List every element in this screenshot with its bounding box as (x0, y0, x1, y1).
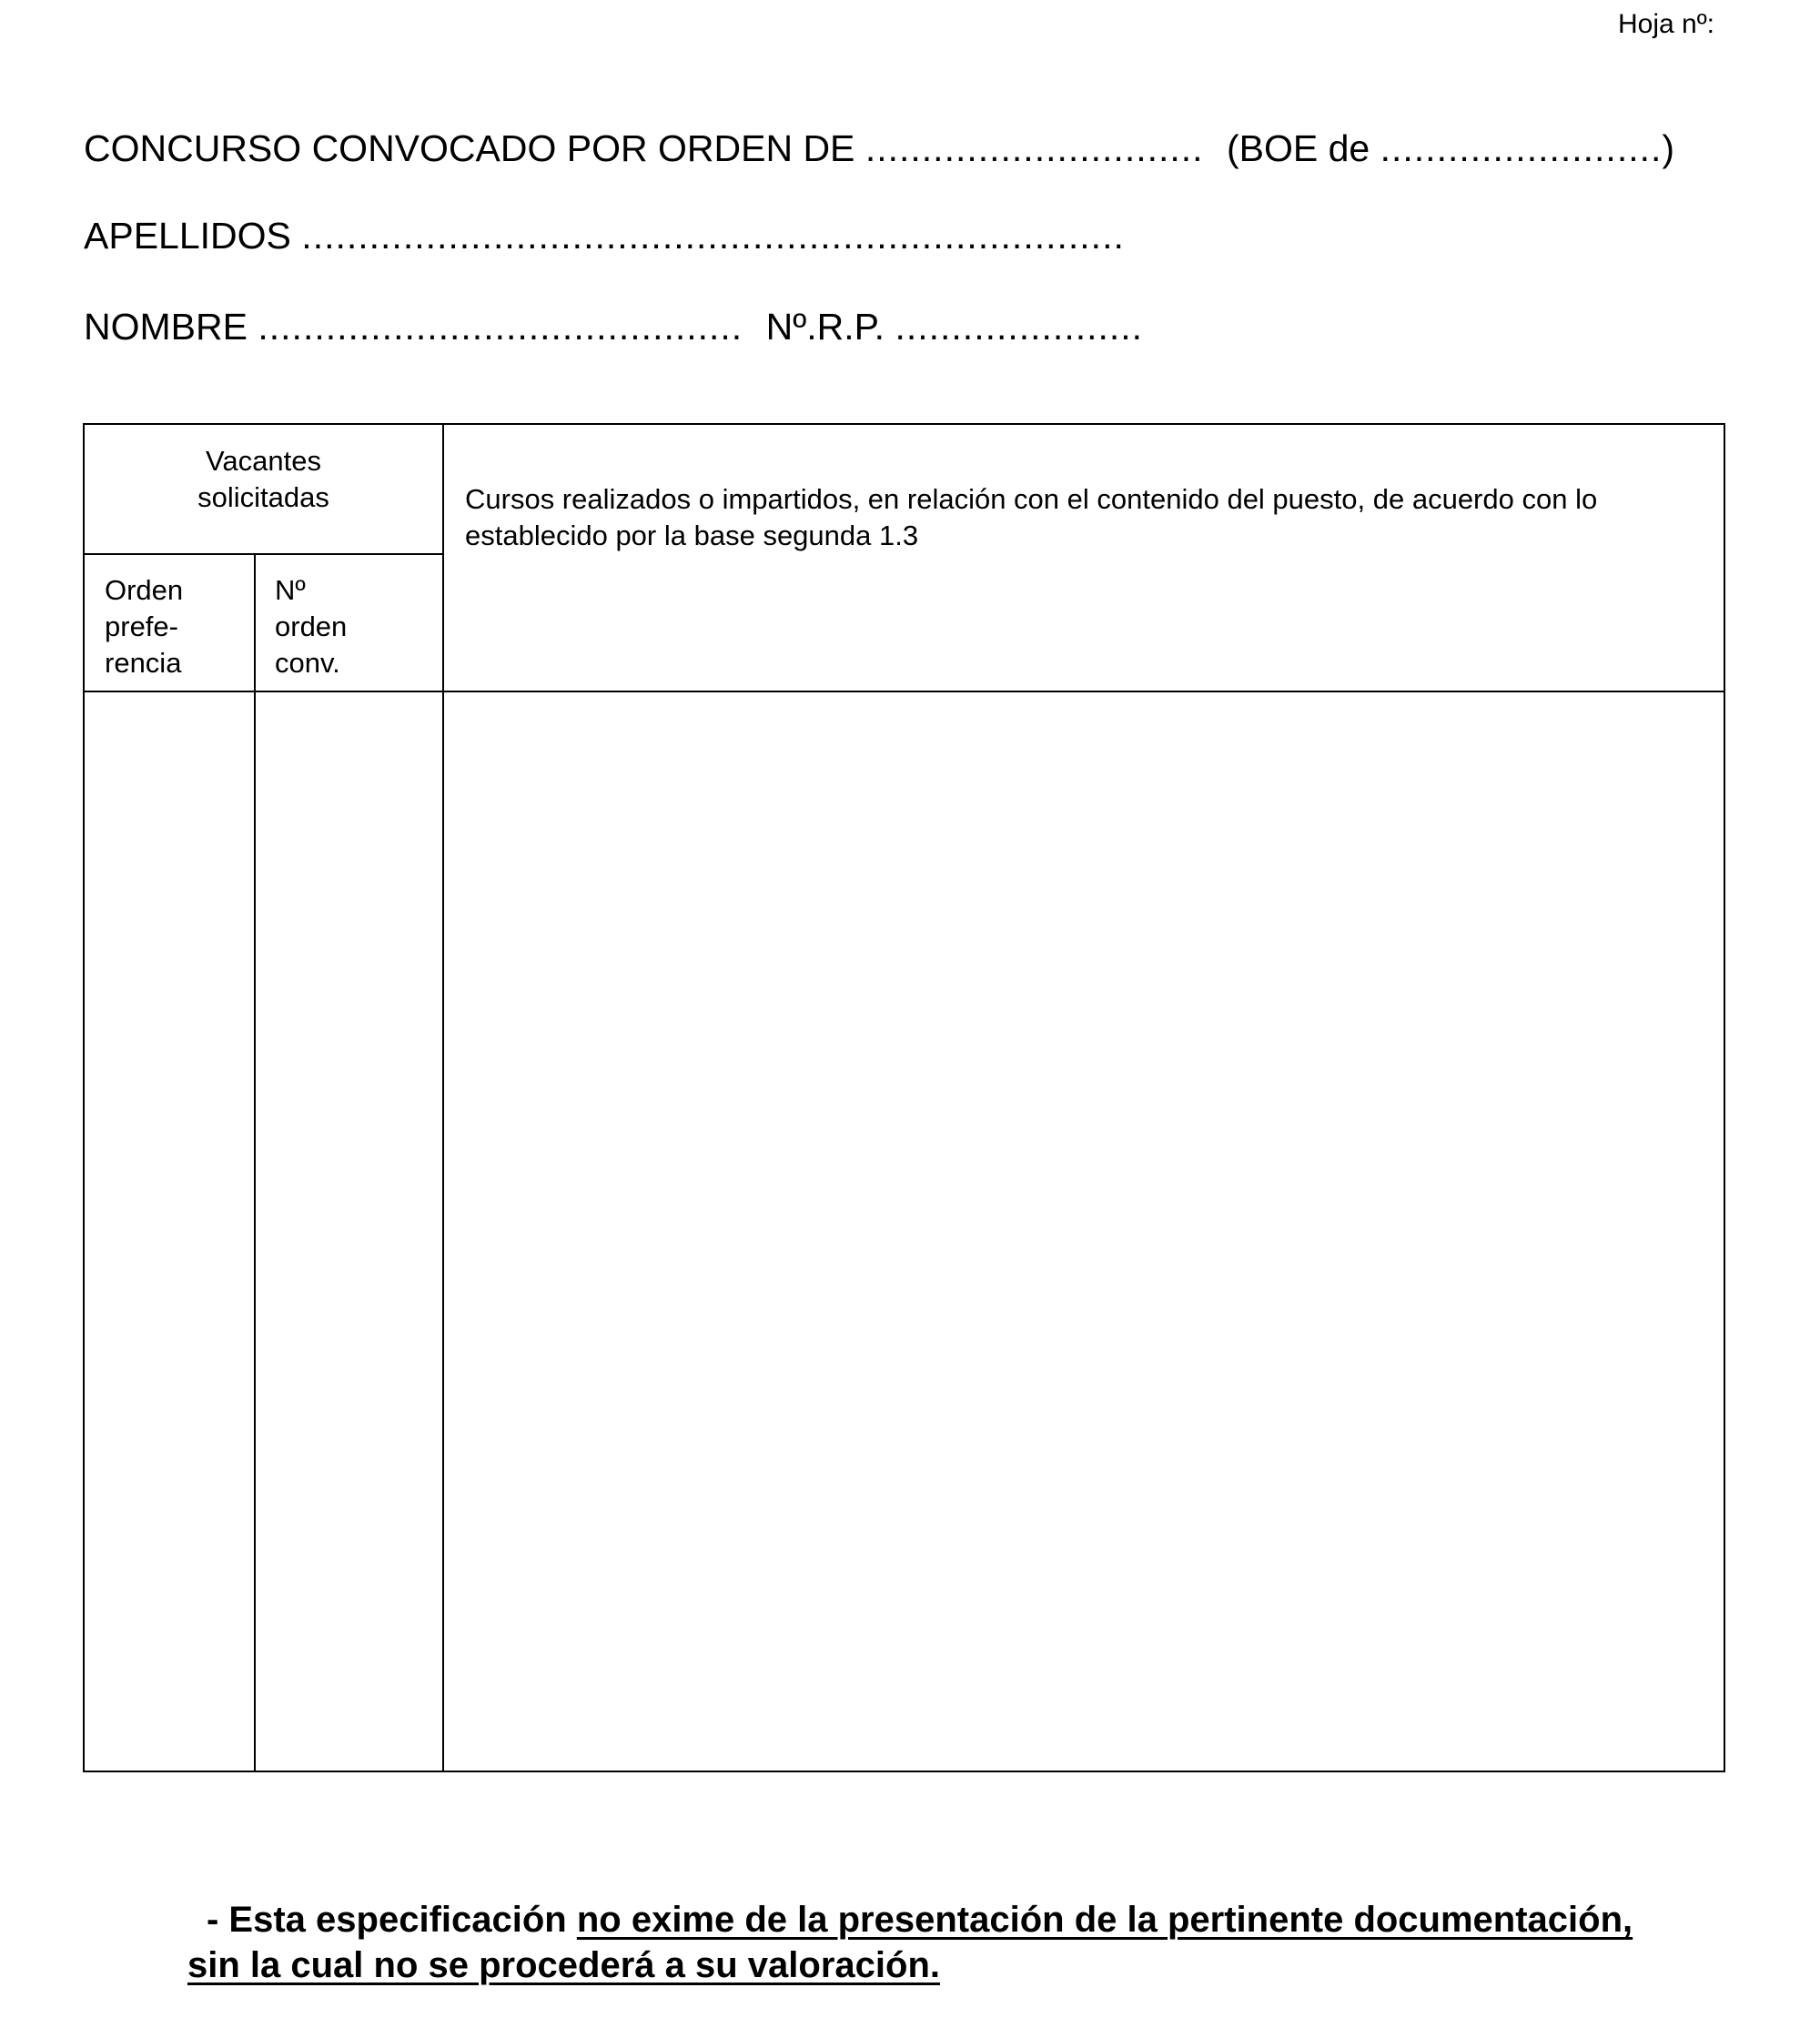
vacantes-header (85, 443, 442, 516)
cursos-header: Cursos realizados o impartidos, en relación con el contenido del puesto, de acuerdo con lo establecido por la base segunda 1.3 (465, 483, 1598, 551)
courses-table (83, 423, 1725, 1772)
sheet-number-label: Hoja nº: (1618, 9, 1715, 39)
note-line-1 (207, 1900, 1633, 1941)
orden-header-line: rencia (105, 647, 182, 679)
apellidos-field[interactable]: ......................................................................... (301, 215, 1125, 257)
row-divider (85, 553, 442, 555)
vacantes-header-line: Vacantes (206, 445, 321, 477)
norden-header-line: orden (275, 610, 348, 642)
note-underlined-2: sin la cual no se procederá a su valoración. (187, 1945, 940, 1985)
apellidos-label: APELLIDOS (84, 215, 291, 257)
concurso-line (84, 127, 1674, 170)
apellidos-line (84, 215, 1125, 257)
note-prefix: - Esta especificación (207, 1900, 577, 1940)
vacantes-header-line: solicitadas (197, 481, 329, 513)
boe-label: (BOE de (1226, 127, 1370, 169)
norden-header-line: Nº (275, 574, 306, 606)
norden-header-line: conv. (275, 647, 340, 679)
numero-orden-header (275, 572, 347, 681)
nombre-line (84, 306, 1143, 348)
nombre-field[interactable]: ........................................... (258, 306, 743, 348)
boe-date-field[interactable]: ......................... (1380, 127, 1663, 169)
nombre-label: NOMBRE (84, 306, 248, 348)
numero-orden-input-cell[interactable] (256, 692, 442, 1771)
nrp-field[interactable]: ...................... (895, 306, 1144, 348)
orden-header-line: Orden (105, 574, 184, 606)
orden-header-line: prefe- (105, 610, 178, 642)
orden-preferencia-header (105, 572, 183, 681)
concurso-order-field[interactable]: .............................. (864, 127, 1204, 169)
boe-close-paren: ) (1662, 127, 1675, 169)
nrp-label: Nº.R.P. (765, 306, 885, 348)
concurso-label: CONCURSO CONVOCADO POR ORDEN DE (84, 127, 855, 169)
note-line-2 (187, 1945, 940, 1986)
note-underlined-1: no exime de la presentación de la pertinente documentación, (576, 1900, 1633, 1940)
orden-preferencia-input-cell[interactable] (85, 692, 254, 1771)
cursos-input-cell[interactable] (444, 692, 1724, 1771)
